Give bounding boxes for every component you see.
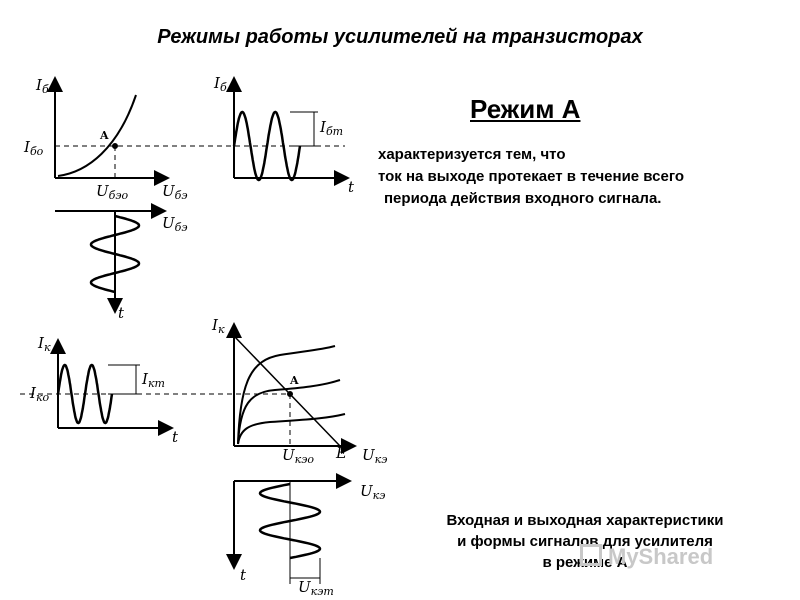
e-label: E	[336, 444, 347, 462]
ube0-label: $U_{бэо}$	[96, 182, 129, 202]
operating-point	[288, 392, 293, 397]
load-line	[234, 336, 340, 446]
watermark: MyShared	[608, 544, 714, 569]
description-line: периода действия входного сигнала.	[384, 190, 662, 207]
base-voltage-waveform-plot	[55, 211, 165, 312]
ik0-label: $I_{ко}$	[30, 384, 50, 404]
uke-axis-label: $U_{кэ}$	[362, 446, 388, 466]
ik-axis-label: $I_к$	[38, 334, 51, 354]
uke0-label: $U_{кэо}$	[282, 446, 315, 466]
input-curve	[58, 95, 136, 176]
t-label: t	[348, 178, 355, 196]
output-curve-mid	[238, 380, 340, 444]
mode-heading: Режим А	[470, 94, 581, 124]
collector-voltage-waveform-plot	[234, 481, 350, 584]
description-line: характеризуется тем, что	[378, 146, 566, 163]
page-title: Режимы работы усилителей на транзисторах	[157, 26, 643, 48]
output-curve-high	[238, 346, 335, 444]
t-label: t	[240, 566, 247, 584]
ib0-label: $I_{бо}$	[24, 138, 44, 158]
ibm-label: $I_{бm}$	[320, 118, 344, 138]
operating-point	[113, 144, 118, 149]
point-a-label: A	[100, 129, 109, 142]
caption-line: в режиме А	[542, 554, 628, 571]
caption-line: и формы сигналов для усилителя	[457, 533, 713, 550]
t-label: t	[118, 304, 125, 322]
point-a-label-2: A	[290, 374, 299, 387]
description-line: ток на выходе протекает в течение всего	[378, 168, 685, 185]
ube-axis-label: $U_{бэ}$	[162, 182, 188, 202]
ik-axis-label-2: $I_к$	[212, 316, 225, 336]
caption-line: Входная и выходная характеристики	[446, 512, 724, 529]
uke-axis-label-2: $U_{кэ}$	[360, 482, 386, 502]
output-curve-low	[238, 414, 345, 444]
input-characteristic-plot	[55, 78, 345, 180]
t-label: t	[172, 428, 179, 446]
ube-axis-label-2: $U_{бэ}$	[162, 214, 188, 234]
ib-axis-label-2: $I_б$	[214, 74, 227, 94]
ukem-label: $U_{кэm}$	[298, 578, 334, 598]
ikm-label: $I_{кm}$	[142, 370, 165, 390]
ib-axis-label: $I_б$	[36, 76, 49, 96]
